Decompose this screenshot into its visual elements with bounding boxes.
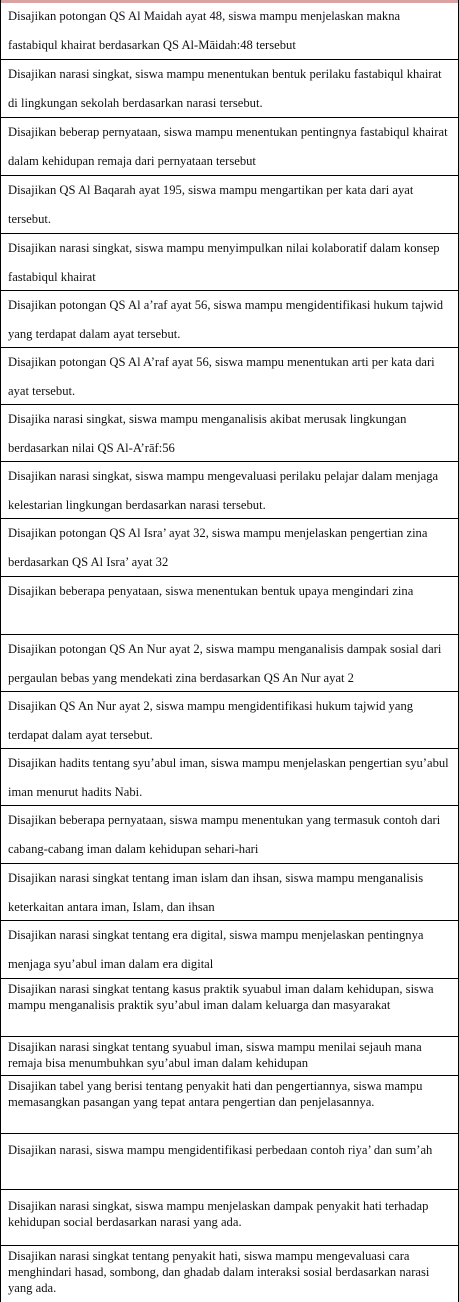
table-row: Disajikan narasi singkat, siswa mampu mengevaluasi perilaku pelajar dalam menjaga kelestarian lingkungan berdasarkan narasi tersebut. [1,462,458,519]
table-row: Disajikan QS Al Baqarah ayat 195, siswa mampu mengartikan per kata dari ayat tersebut. [1,176,458,234]
table-row: Disajikan hadits tentang syu’abul iman, siswa mampu menjelaskan pengertian syu’abul iman menurut hadits Nabi. [1,749,458,806]
table-row: Disajikan narasi singkat, siswa mampu menjelaskan dampak penyakit hati terhadap kehidupan social berdasarkan narasi yang ada. [1,1190,458,1246]
table-row: Disajikan tabel yang berisi tentang penyakit hati dan pengertiannya, siswa mampu memasangkan pasangan yang tepat antara pengertian dan penjelasannya. [1,1076,458,1134]
table-row: Disajikan potongan QS Al Maidah ayat 48, siswa mampu menjelaskan makna fastabiqul khairat berdasarkan QS Al-Māidah:48 tersebut [1,2,458,60]
table-row: Disajikan narasi singkat tentang kasus praktik syuabul iman dalam kehidupan, siswa mampu menganalisis praktik syu’abul iman dalam keluarga dan masyarakat [1,979,458,1037]
table-row: Disajikan potongan QS Al Isra’ ayat 32, siswa mampu menjelaskan pengertian zina berdasarkan QS Al Isra’ ayat 32 [1,519,458,577]
table-row: Disajikan narasi singkat tentang iman islam dan ihsan, siswa mampu menganalisis keterkaitan antara iman, Islam, dan ihsan [1,864,458,921]
table-row: Disajikan potongan QS Al a’raf ayat 56, siswa mampu mengidentifikasi hukum tajwid yang terdapat dalam ayat tersebut. [1,291,458,348]
table-row: Disajikan narasi, siswa mampu mengidentifikasi perbedaan contoh riya’ dan sum’ah [1,1134,458,1190]
table-row: Disajikan narasi singkat, siswa mampu menentukan bentuk perilaku fastabiqul khairat di lingkungan sekolah berdasarkan narasi tersebut. [1,60,458,118]
table-row: Disajikan potongan QS Al A’raf ayat 56, siswa mampu menentukan arti per kata dari ayat tersebut. [1,348,458,405]
table-row: Disajikan narasi singkat tentang era digital, siswa mampu menjelaskan pentingnya menjaga syu’abul iman dalam era digital [1,921,458,979]
table-row: Disajikan narasi singkat tentang syuabul iman, siswa mampu menilai sejauh mana remaja bisa menumbuhkan syu’abul iman dalam kehidupan [1,1037,458,1076]
table-row: Disajikan beberapa pernyataan, siswa mampu menentukan yang termasuk contoh dari cabang-cabang iman dalam kehidupan sehari-hari [1,806,458,864]
table-row: Disajika narasi singkat, siswa mampu menganalisis akibat merusak lingkungan berdasarkan nilai QS Al-A’rāf:56 [1,405,458,462]
table-row: Disajikan QS An Nur ayat 2, siswa mampu mengidentifikasi hukum tajwid yang terdapat dalam ayat tersebut. [1,692,458,749]
table-row: Disajikan potongan QS An Nur ayat 2, siswa mampu menganalisis dampak sosial dari pergaulan bebas yang mendekati zina berdasarkan QS An Nur ayat 2 [1,635,458,692]
table-row: Disajikan beberapa penyataan, siswa menentukan bentuk upaya mengindari zina [1,577,458,635]
table-row: Disajikan beberap pernyataan, siswa mampu menentukan pentingnya fastabiqul khairat dalam kehidupan remaja dari pernyataan tersebut [1,118,458,176]
table-row: Disajikan narasi singkat tentang penyakit hati, siswa mampu mengevaluasi cara menghindari hasad, sombong, dan ghadab dalam interaksi sosial berdasarkan narasi yang ada. [8,1249,430,1295]
table-row: Disajikan narasi singkat, siswa mampu menyimpulkan nilai kolaboratif dalam konsep fastabiqul khairat [1,234,458,291]
